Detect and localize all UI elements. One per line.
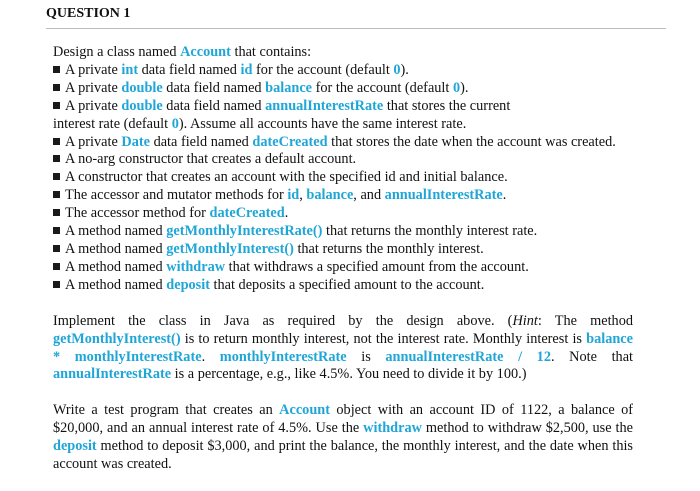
list-item: A constructor that creates an account with the specified id and initial balance. (53, 169, 633, 187)
square-bullet-icon (53, 84, 60, 91)
list-item: A method named getMonthlyInterest() that returns the monthly interest. (53, 241, 633, 259)
test-paragraph: Write a test program that creates an Account object with an account ID of 1122, a balance of $20,000, and an annual interest rate of 4.5%. Use the withdraw method to withdraw $2,500, use the deposit method to deposit $3,000, and print the balance, the monthly interest, and the date when this account was created. (53, 402, 633, 473)
list-item: A no-arg constructor that creates a default account. (53, 151, 633, 169)
question-body (53, 44, 633, 474)
square-bullet-icon (53, 66, 60, 73)
square-bullet-icon (53, 227, 60, 234)
list-item: A private double data field named balance for the account (default 0). (53, 80, 633, 98)
square-bullet-icon (53, 138, 60, 145)
list-item: A private Date data field named dateCreated that stores the date when the account was created. (53, 134, 633, 152)
square-bullet-icon (53, 173, 60, 180)
question-title: QUESTION 1 (46, 5, 666, 29)
list-item: The accessor and mutator methods for id, balance, and annualInterestRate. (53, 187, 633, 205)
square-bullet-icon (53, 102, 60, 109)
square-bullet-icon (53, 281, 60, 288)
class-name: Account (180, 44, 231, 60)
square-bullet-icon (53, 191, 60, 198)
list-item: A private double data field named annualInterestRate that stores the current interest rate (default 0). Assume all accounts have the same interest rate. (53, 97, 511, 132)
intro-line: Design a class named Account that contains: (53, 44, 312, 60)
list-item: A method named deposit that deposits a specified amount to the account. (53, 277, 633, 295)
square-bullet-icon (53, 209, 60, 216)
list-item: A private int data field named id for the account (default 0). (53, 62, 633, 80)
implement-paragraph: Implement the class in Java as required by the design above. (Hint: The method getMonthlyInterest() is to return monthly interest, not the interest rate. Monthly interest is balance * monthlyInterestRate. monthlyInterestRate is annualInterestRate / 12. Note that annualInterestRate is a percentage, e.g., like 4.5%. You need to divide it by 100.) (53, 312, 634, 383)
list-item: A method named getMonthlyInterestRate() that returns the monthly interest rate. (53, 223, 633, 241)
hint-label: Hint (512, 312, 538, 329)
square-bullet-icon (53, 263, 60, 270)
list-item: The accessor method for dateCreated. (53, 205, 633, 223)
list-item: A method named withdraw that withdraws a specified amount from the account. (53, 259, 633, 277)
square-bullet-icon (53, 245, 60, 252)
square-bullet-icon (53, 155, 60, 162)
